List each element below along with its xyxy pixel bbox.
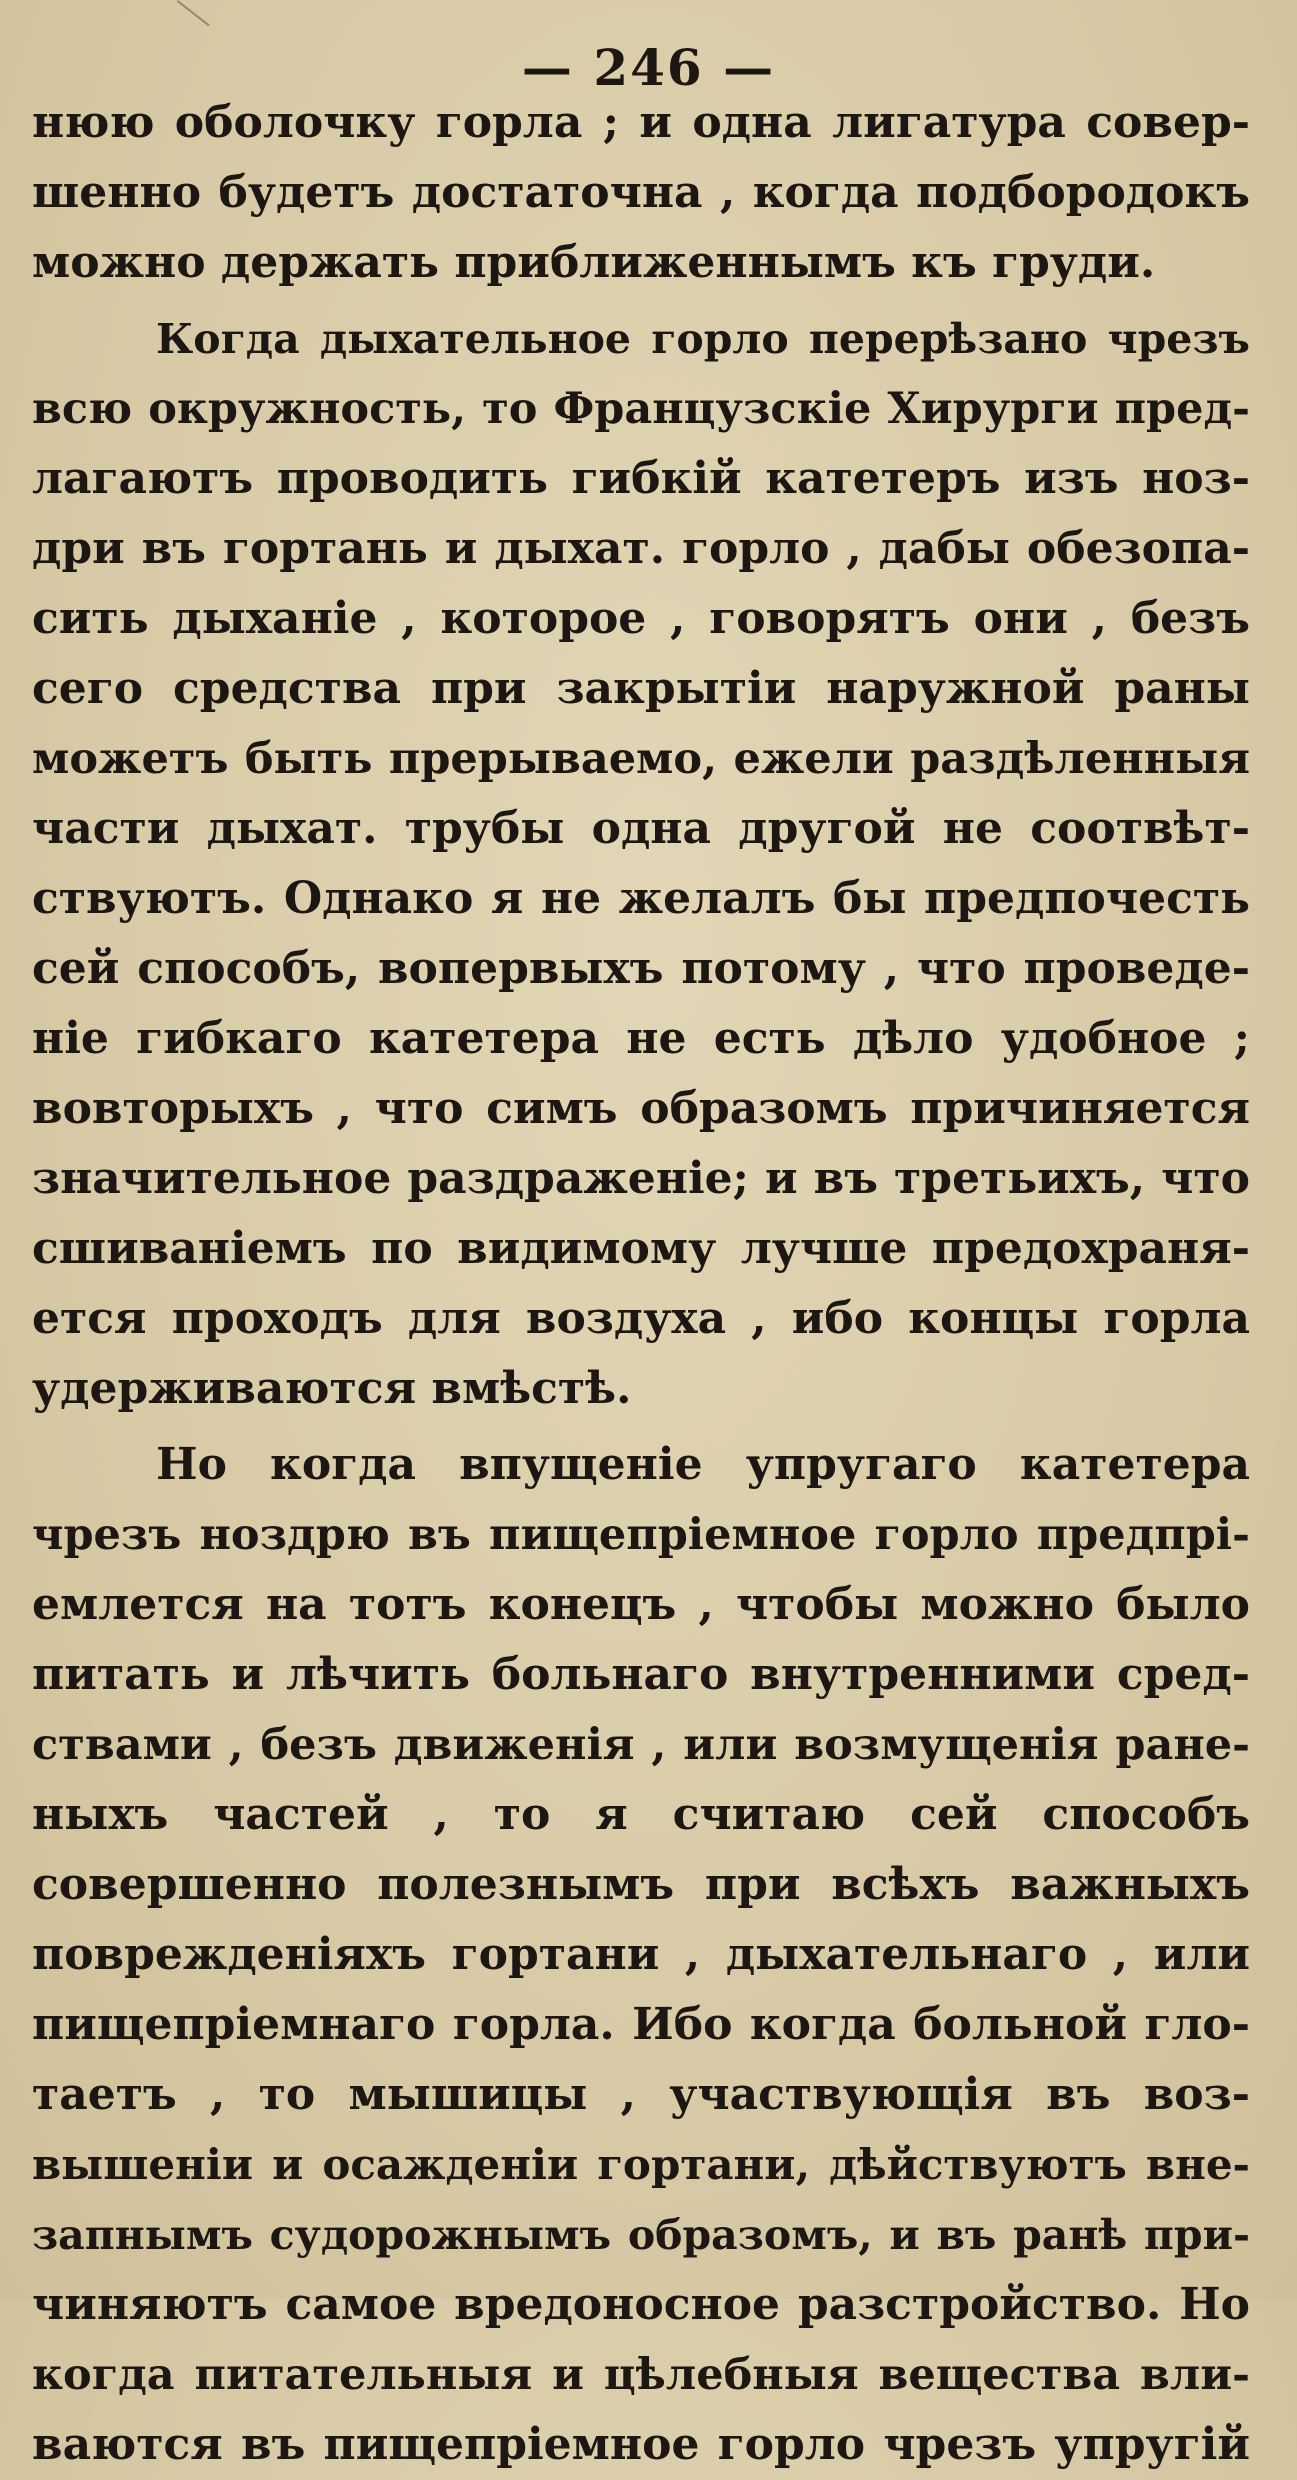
text-line: Когда дыхательное горло перерѣзано чрезъ	[156, 315, 1250, 363]
text-line: ныхъ частей , то я считаю сей способъ	[32, 1789, 1250, 1840]
text-body	[32, 88, 1250, 2480]
text-line: сего средства при закрытіи наружной раны	[32, 663, 1250, 714]
text-line: ствуютъ. Однако я не желалъ бы предпочесть	[32, 873, 1250, 924]
text-line: Но когда впущеніе упругаго катетера	[156, 1439, 1250, 1490]
text-line: ніе гибкаго катетера не есть дѣло удобное ;	[32, 1013, 1250, 1064]
text-line: можетъ быть прерываемо, ежели раздѣленныя	[32, 734, 1250, 784]
text-line: чрезъ ноздрю въ пищепріемное горло предпрі-	[32, 1510, 1250, 1560]
text-line: части дыхат. трубы одна другой не соотвѣт-	[32, 803, 1250, 854]
text-line: вовторыхъ , что симъ образомъ причиняется	[32, 1083, 1250, 1134]
text-line: чиняютъ самое вредоносное разстройство. Но	[32, 2279, 1250, 2330]
text-line: ваются въ пищепріемное горло чрезъ упругій	[32, 2419, 1250, 2470]
text-line: шенно будетъ достаточна , когда подбородокъ	[32, 167, 1250, 218]
text-line: запнымъ судорожнымъ образомъ, и въ ранѣ при-	[32, 2211, 1250, 2259]
text-line: всю окружность, то Французскіе Хирурги пред-	[32, 384, 1250, 434]
text-line: можно держать приближеннымъ къ груди.	[32, 237, 1156, 288]
text-line: нюю оболочку горла ; и одна лигатура совер-	[32, 97, 1250, 148]
text-line: вышеніи и осажденіи гортани, дѣйствуютъ вне-	[32, 2140, 1250, 2189]
text-line: дри въ гортань и дыхат. горло , дабы обезопа-	[32, 523, 1250, 574]
text-line: емлется на тотъ конецъ , чтобы можно было	[32, 1579, 1250, 1630]
text-line: сшиваніемъ по видимому лучше предохраня-	[32, 1223, 1250, 1274]
text-line: таетъ , то мышицы , участвующія въ воз-	[32, 2069, 1250, 2120]
text-line: сей способъ, вопервыхъ потому , что проведе-	[32, 943, 1250, 994]
text-line: пищепріемнаго горла. Ибо когда больной гло-	[32, 1999, 1250, 2050]
text-line: сить дыханіе , которое , говорятъ они , безъ	[32, 593, 1250, 644]
text-line: поврежденіяхъ гортани , дыхательнаго , или	[32, 1929, 1250, 1980]
text-line: ствами , безъ движенія , или возмущенія ране-	[32, 1720, 1250, 1770]
page-number: — 246 —	[521, 38, 776, 97]
text-line: удерживаются вмѣстѣ.	[32, 1363, 632, 1414]
text-line: питать и лѣчить больнаго внутренними сред-	[32, 1649, 1250, 1700]
text-line: значительное раздраженіе; и въ третьихъ, что	[32, 1153, 1250, 1204]
text-line: когда питательныя и цѣлебныя вещества вли-	[32, 2350, 1250, 2400]
page-corner-mark	[176, 0, 210, 28]
text-line: ется проходъ для воздуха , ибо концы горла	[32, 1293, 1250, 1344]
text-line: совершенно полезнымъ при всѣхъ важныхъ	[32, 1859, 1250, 1910]
text-line: лагаютъ проводить гибкій катетеръ изъ ноз-	[32, 453, 1250, 504]
